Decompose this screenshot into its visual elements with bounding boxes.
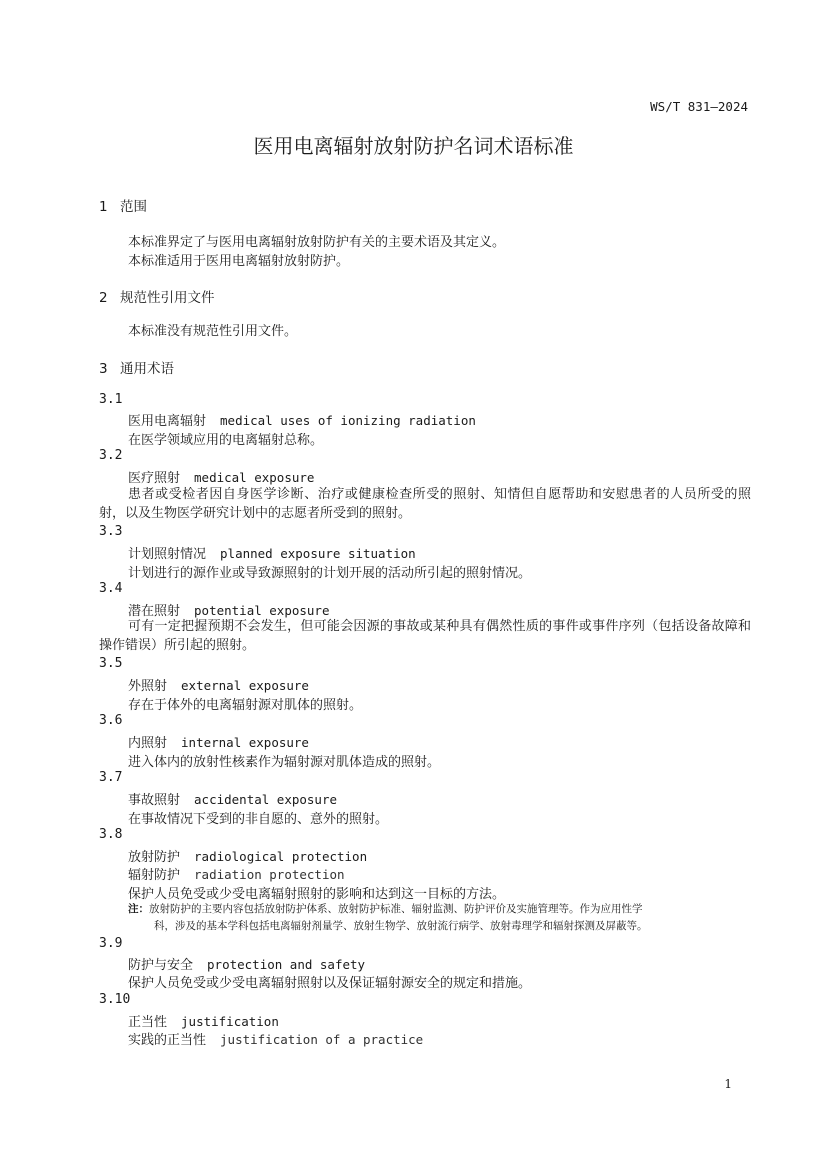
paragraph: 本标准适用于医用电离辐射放射防护。: [128, 254, 350, 269]
term-definition: 在医学领域应用的电离辐射总称。: [128, 433, 324, 448]
term-number: 3.8: [99, 827, 123, 842]
document-title: 医用电离辐射放射防护名词术语标准: [253, 134, 574, 158]
term-number: 3.10: [99, 992, 131, 1007]
note-line: 放射防护的主要内容包括放射防护体系、放射防护标准、辐射监测、防护评价及实施管理等。作为应用性学: [149, 903, 643, 915]
term-number: 3.3: [99, 524, 123, 539]
paragraph: 本标准界定了与医用电离辐射放射防护有关的主要术语及其定义。: [128, 235, 506, 250]
term-note: [128, 901, 751, 935]
term-number: 3.7: [99, 770, 123, 785]
term-definition: 患者或受检者因自身医学诊断、治疗或健康检查所受的照射、知情但自愿帮助和安慰患者的人员所受的照射，以及生物医学研究计划中的志愿者所受到的照射。: [99, 487, 751, 521]
section-heading-3: 3 通用术语: [99, 361, 174, 377]
term-definition: 保护人员免受或少受电离辐射照射的影响和达到这一目标的方法。: [128, 887, 506, 902]
term-heading: 防护与安全 protection and safety: [128, 957, 366, 973]
term-number: 3.4: [99, 581, 123, 596]
section-heading-2: 2 规范性引用文件: [99, 290, 215, 306]
term-definition: 存在于体外的电离辐射源对肌体的照射。: [128, 698, 363, 713]
term-heading: 医疗照射 medical exposure: [128, 470, 315, 486]
term-number: 3.2: [99, 448, 123, 463]
term-definition: 可有一定把握预期不会发生，但可能会因源的事故或某种具有偶然性质的事件或事件序列（包括设备故障和操作错误）所引起的照射。: [99, 619, 751, 653]
paragraph: 本标准没有规范性引用文件。: [128, 324, 298, 339]
term-number: 3.9: [99, 936, 123, 951]
term-number: 3.1: [99, 392, 123, 407]
page-number: 1: [724, 1077, 732, 1091]
term-definition: 在事故情况下受到的非自愿的、意外的照射。: [128, 812, 389, 827]
section-heading-1: 1 范围: [99, 199, 147, 215]
note-line: 科，涉及的基本学科包括电离辐射剂量学、放射生物学、放射流行病学、放射毒理学和辐射探测及屏蔽等。: [154, 920, 648, 932]
note-label: 注：: [128, 903, 149, 915]
term-heading: 潜在照射 potential exposure: [128, 603, 330, 619]
term-number: 3.6: [99, 713, 123, 728]
term-number: 3.5: [99, 656, 123, 671]
term-heading: 医用电离辐射 medical uses of ionizing radiation: [128, 413, 476, 429]
term-heading: 事故照射 accidental exposure: [128, 792, 338, 808]
term-heading: 外照射 external exposure: [128, 678, 309, 694]
term-heading: 内照射 internal exposure: [128, 735, 309, 751]
term-definition: 计划进行的源作业或导致源照射的计划开展的活动所引起的照射情况。: [128, 566, 532, 581]
term-alternative: 实践的正当性 justification of a practice: [128, 1032, 424, 1048]
standard-code: WS/T 831—2024: [650, 99, 748, 114]
term-heading: 计划照射情况 planned exposure situation: [128, 546, 416, 562]
term-alternative: 辐射防护 radiation protection: [128, 867, 345, 883]
term-heading: 正当性 justification: [128, 1014, 279, 1030]
term-definition: 进入体内的放射性核素作为辐射源对肌体造成的照射。: [128, 755, 441, 770]
term-definition: 保护人员免受或少受电离辐射照射以及保证辐射源安全的规定和措施。: [128, 976, 532, 991]
term-heading: 放射防护 radiological protection: [128, 849, 368, 865]
